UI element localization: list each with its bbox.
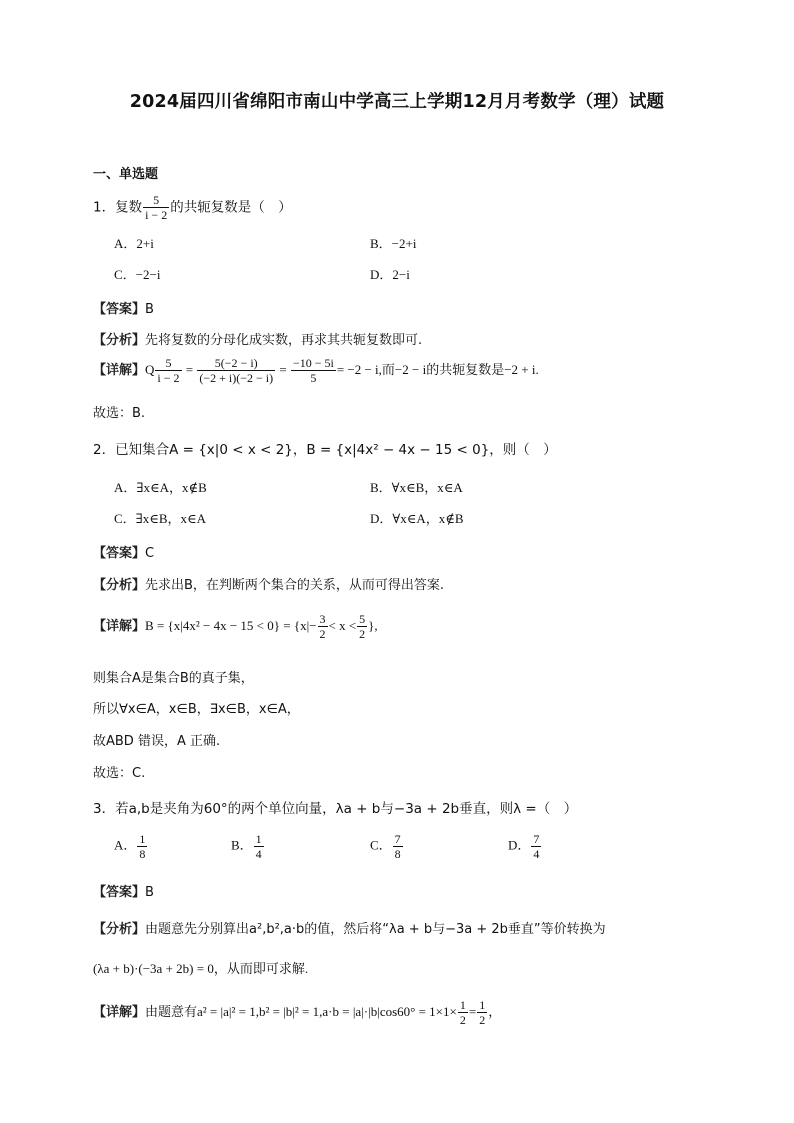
q2-option-a: A．∃x∈A，x∉B — [114, 480, 207, 495]
q2-option-b: B．∀x∈B，x∈A — [370, 480, 463, 495]
q3-option-c: C． $\frac{7}{8}$ — [370, 832, 401, 861]
q2-line-4: 故选：C. — [93, 766, 146, 781]
q3-analysis-2: (λa + b)·(−3a + 2b) = 0，从而即可求解. — [93, 961, 309, 976]
question-2: 2．已知集合A = {x|0 < x < 2}，B = {x|4x² − 4x − 15 < 0}，则（ ） — [93, 442, 557, 458]
q3-answer: 【答案】B — [93, 885, 154, 900]
q3-analysis: 【分析】由题意先分别算出a²,b²,a·b的值，然后将“λa + b与−3a + 2b垂直”等价转换为 — [93, 922, 606, 937]
q2-line-3: 故ABD 错误，A 正确. — [93, 734, 221, 749]
q1-number: 1． — [93, 199, 116, 216]
q2-option-c: C．∃x∈B，x∈A — [114, 511, 207, 526]
section-heading: 一、单选题 — [93, 167, 159, 182]
q1-fraction: $\frac{5}{i - 2}$ — [145, 193, 168, 222]
q1-option-b: B．−2+i — [370, 236, 417, 251]
q3-detail: 【详解】由题意有a² = |a|² = 1,b² = |b|² = 1,a·b = |a|·|b|cos60° = 1×1× $\frac{1}{2}$ = $\frac{1}{2}$ ， — [93, 998, 502, 1027]
page-title: 2024届四川省绵阳市南山中学高三上学期12月月考数学（理）试题 — [129, 92, 665, 112]
q3-option-b: B． $\frac{1}{4}$ — [231, 832, 262, 861]
q1-detail: 【详解】Q $\frac{5}{i - 2}$ = $\frac{5(-2 - i)}{(-2 + i)(-2 - i)}$ = $\frac{-10 - 5i}{5}$ = −2 − i,而−2 − i的共轭复数是−2 + i. — [93, 356, 539, 385]
q1-option-c: C．−2−i — [114, 267, 161, 282]
q3-option-d: D． $\frac{7}{4}$ — [508, 832, 540, 861]
question-1 — [93, 193, 292, 222]
q2-analysis: 【分析】先求出B，在判断两个集合的关系，从而可得出答案. — [93, 578, 445, 593]
q1-post: 的共轭复数是（ ） — [170, 199, 292, 216]
q1-option-d: D．2−i — [370, 267, 410, 282]
q2-line-1: 则集合A是集合B的真子集， — [93, 671, 254, 686]
q2-option-d: D．∀x∈A，x∉B — [370, 511, 464, 526]
q1-pre: 复数 — [115, 199, 143, 216]
q1-option-a: A．2+i — [114, 236, 154, 251]
question-3: 3．若a,b是夹角为60°的两个单位向量，λa + b与−3a + 2b垂直，则λ =（ ） — [93, 801, 578, 817]
q1-answer: 【答案】B — [93, 302, 154, 317]
q1-conclusion: 故选：B. — [93, 406, 146, 421]
q1-analysis: 【分析】先将复数的分母化成实数，再求其共轭复数即可. — [93, 333, 423, 348]
q2-line-2: 所以∀x∈A，x∈B，∃x∈B，x∈A， — [93, 702, 300, 717]
q3-option-a: A． $\frac{1}{8}$ — [114, 832, 146, 861]
q2-answer: 【答案】C — [93, 546, 155, 561]
q2-detail: 【详解】B = {x|4x² − 4x − 15 < 0} = {x|− $\frac{3}{2}$ < x < $\frac{5}{2}$ }, — [93, 612, 378, 641]
